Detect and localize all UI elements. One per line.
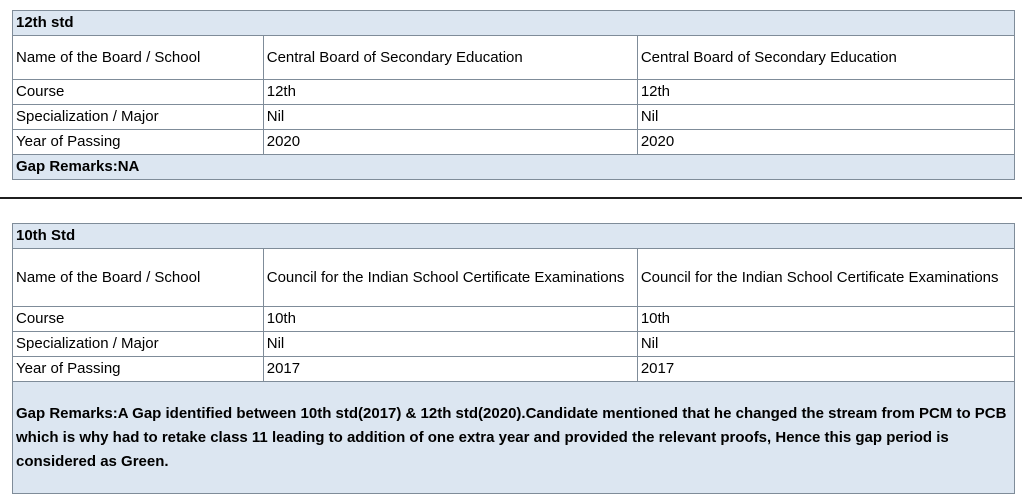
row-value: 2020 xyxy=(637,130,1014,155)
row-value: 2017 xyxy=(637,357,1014,382)
gap-remarks: Gap Remarks:A Gap identified between 10th std(2017) & 12th std(2020).Candidate mentioned that he changed the stream from PCM to PCB which is why had to retake class 11 leading to addition of one extra year and provided the relevant proofs, Hence this gap period is considered as Green. xyxy=(13,382,1015,494)
row-label: Course xyxy=(13,307,264,332)
gap-remarks-row xyxy=(13,382,1015,494)
table-row xyxy=(13,36,1015,80)
row-value: 2017 xyxy=(263,357,637,382)
row-value: Nil xyxy=(637,332,1014,357)
row-value: Council for the Indian School Certificate Examinations xyxy=(637,249,1014,307)
table-row xyxy=(13,105,1015,130)
row-value: 10th xyxy=(263,307,637,332)
row-label: Year of Passing xyxy=(13,357,264,382)
section-divider xyxy=(0,197,1022,199)
table-row xyxy=(13,80,1015,105)
table-row xyxy=(13,130,1015,155)
row-label: Specialization / Major xyxy=(13,105,264,130)
section-header-row xyxy=(13,11,1015,36)
table-row xyxy=(13,332,1015,357)
row-value: 12th xyxy=(263,80,637,105)
row-label: Specialization / Major xyxy=(13,332,264,357)
table-12th-std xyxy=(12,10,1015,180)
section-header-row xyxy=(13,224,1015,249)
table-10th-std xyxy=(12,223,1015,494)
row-value: 10th xyxy=(637,307,1014,332)
table-row xyxy=(13,357,1015,382)
gap-remarks-row xyxy=(13,155,1015,180)
row-value: Central Board of Secondary Education xyxy=(263,36,637,80)
row-value: 12th xyxy=(637,80,1014,105)
row-value: Central Board of Secondary Education xyxy=(637,36,1014,80)
table-row xyxy=(13,249,1015,307)
row-label: Year of Passing xyxy=(13,130,264,155)
row-value: Council for the Indian School Certificate Examinations xyxy=(263,249,637,307)
row-value: Nil xyxy=(263,105,637,130)
section-title: 10th Std xyxy=(13,224,1015,249)
row-value: 2020 xyxy=(263,130,637,155)
gap-remarks: Gap Remarks:NA xyxy=(13,155,1015,180)
row-label: Course xyxy=(13,80,264,105)
section-title: 12th std xyxy=(13,11,1015,36)
row-value: Nil xyxy=(637,105,1014,130)
row-label: Name of the Board / School xyxy=(13,249,264,307)
row-value: Nil xyxy=(263,332,637,357)
row-label: Name of the Board / School xyxy=(13,36,264,80)
table-row xyxy=(13,307,1015,332)
